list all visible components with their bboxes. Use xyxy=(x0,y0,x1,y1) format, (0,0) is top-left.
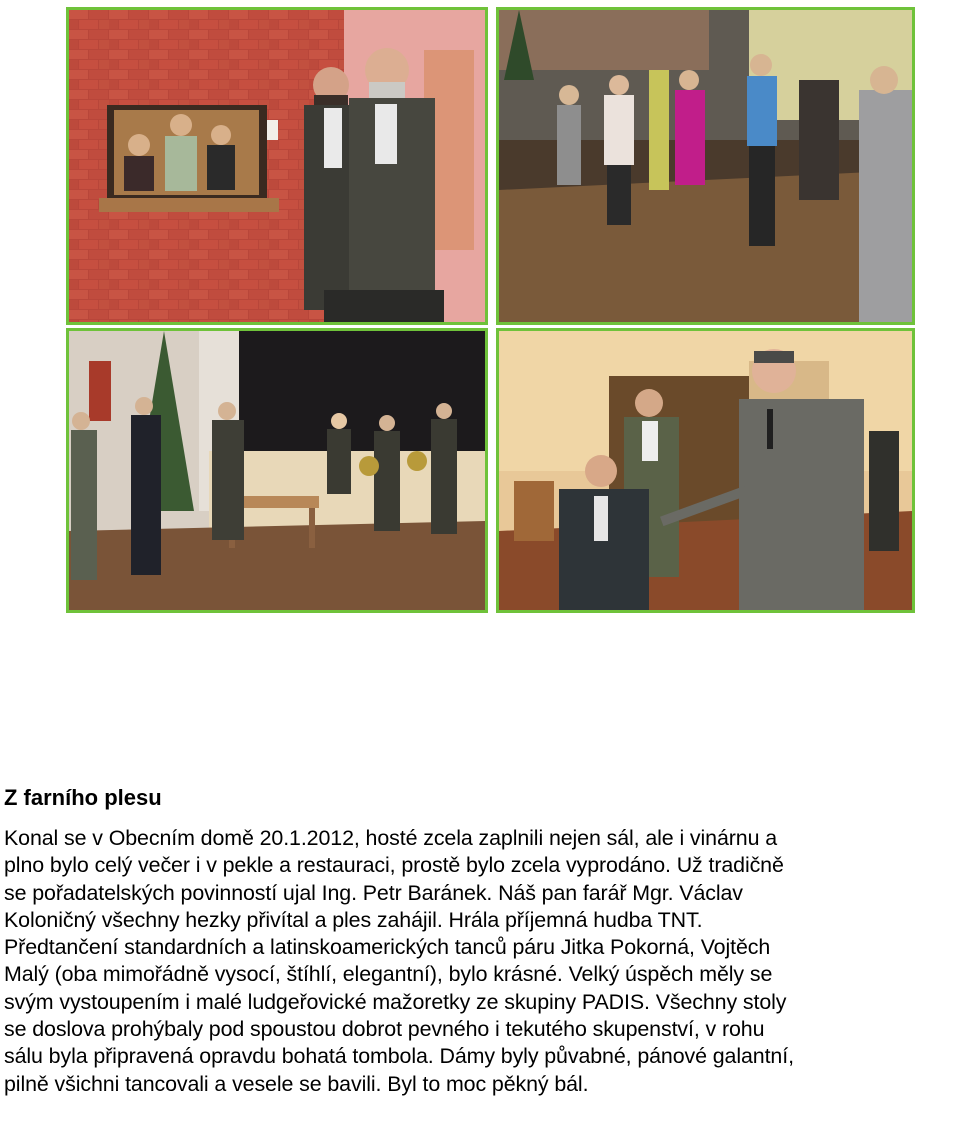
article-line: sálu byla připravená opravdu bohatá tombola. Dámy byly půvabné, pánové galantní, xyxy=(4,1044,794,1069)
article-line: se doslova prohýbaly pod spoustou dobrot pevného i tekutého skupenství, v rohu xyxy=(4,1017,765,1042)
article-line: Konal se v Obecním domě 20.1.2012, hosté zcela zaplnili nejen sál, ale i vinárnu a xyxy=(4,826,778,850)
photo-microphone xyxy=(496,328,915,613)
article-title: Z farního plesu xyxy=(4,785,162,810)
photo-stage-horns-image xyxy=(69,331,485,610)
article-line: plno bylo celý večer i v pekle a restauraci, prostě bylo zcela vyprodáno. Už tradičně xyxy=(4,853,784,878)
photo-dance-floor-image xyxy=(499,10,912,322)
article-line: Předtančení standardních a latinskoamerických tanců páru Jitka Pokorná, Vojtěch xyxy=(4,935,771,960)
photo-bar-counter xyxy=(66,7,488,325)
article-line: se pořadatelských povinností ujal Ing. Petr Baránek. Náš pan farář Mgr. Václav xyxy=(4,880,743,905)
photo-stage-horns xyxy=(66,328,488,613)
article-line: pilně všichni tancovali a vesele se bavili. Byl to moc pěkný bál. xyxy=(4,1071,589,1096)
article-line: svým vystoupením i malé ludgeřovické mažoretky ze skupiny PADIS. Všechny stoly xyxy=(4,989,787,1014)
photo-microphone-image xyxy=(499,331,912,610)
article-body xyxy=(4,825,960,1098)
article-line: Koloničný všechny hezky přivítal a ples zahájil. Hrála příjemná hudba TNT. xyxy=(4,907,703,932)
article-line: Malý (oba mimořádně vysocí, štíhlí, elegantní), bylo krásné. Velký úspěch měly se xyxy=(4,962,773,987)
photo-bar-counter-image xyxy=(69,10,485,322)
article xyxy=(4,784,960,1098)
photo-dance-floor xyxy=(496,7,915,325)
